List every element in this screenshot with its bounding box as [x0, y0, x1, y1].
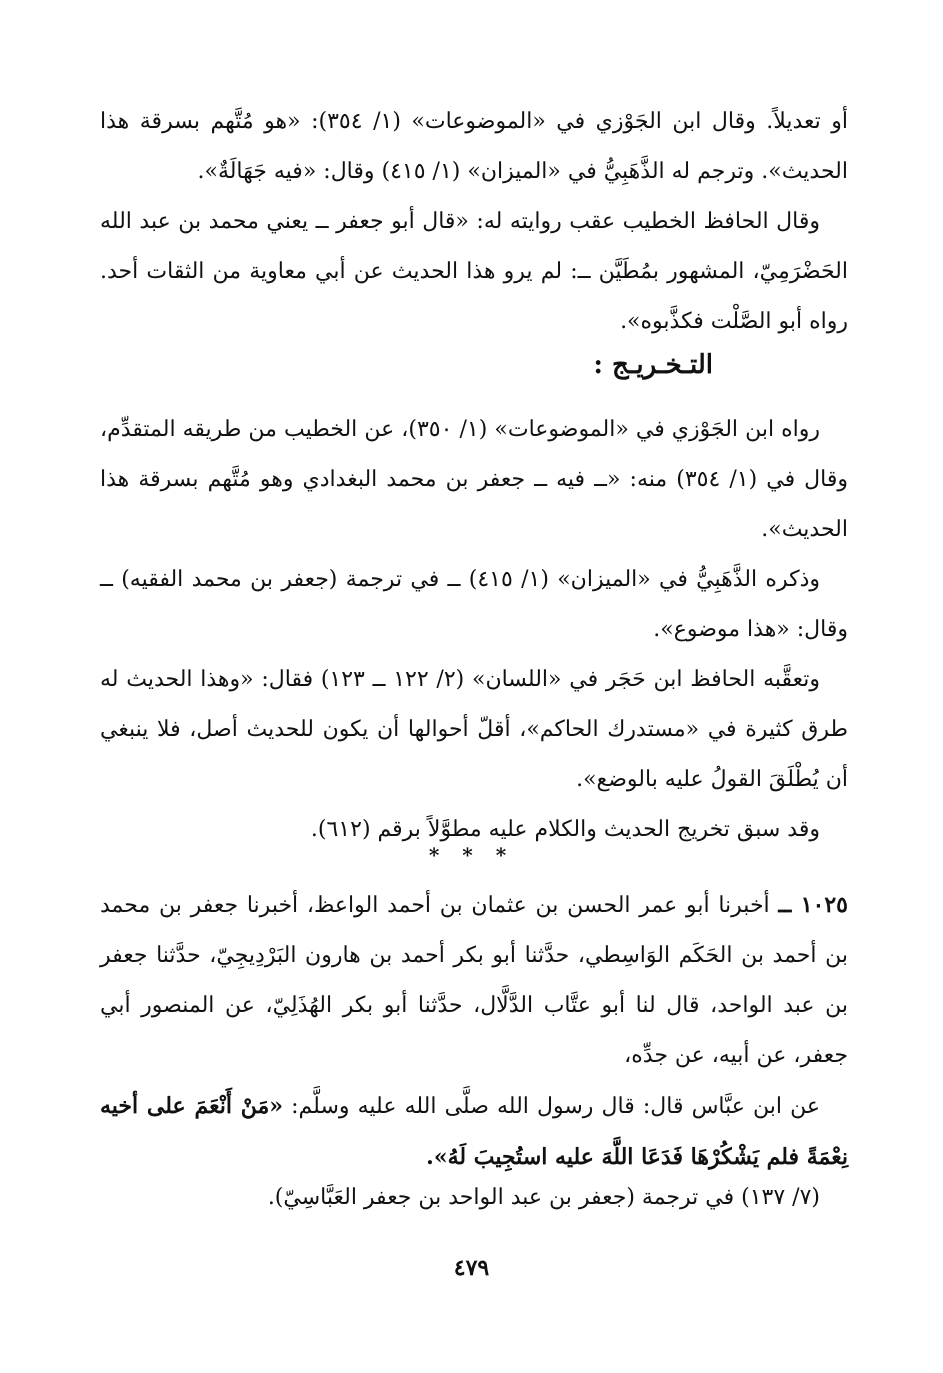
upper-section: [100, 97, 848, 347]
paragraph-khatib: وقال الحافظ الخطيب عقب روايته له: «قال أبو جعفر ــ يعني محمد بن عبد الله الحَضْرَمِيّ، المشهور بمُطَيَّن ــ: لم يرو هذا الحديث عن أبي معاوية من الثقات أحد. رواه أبو الصَّلْت فكذَّبوه».: [100, 209, 848, 334]
hadith-matn: [100, 1081, 848, 1183]
section-separator: * * *: [428, 843, 515, 867]
paragraph-jawzi-dhahabi: أو تعديلاً. وقال ابن الجَوْزي في «الموضوعات» (١/ ٣٥٤): «هو مُتَّهم بسرقة هذا الحديث». وترجم له الذَّهَبِيُّ في «الميزان» (١/ ٤١٥) وقال: «فيه جَهَالَةٌ».: [100, 109, 848, 184]
hadith-isnad: [100, 880, 848, 1081]
hadith-matn-text: «مَنْ أَنْعَمَ على أخيه نِعْمَةً فلم يَشْكُرْهَا فَدَعَا اللَّهَ عليه استُجِيبَ لَهُ».: [100, 1093, 848, 1170]
footnote-text: (٧/ ١٣٧) في ترجمة (جعفر بن عبد الواحد بن جعفر العَبَّاسِيّ).: [267, 1185, 820, 1210]
takhrij-section: [100, 405, 848, 855]
takhrij-paragraph-3: وتعقَّبه الحافظ ابن حَجَر في «اللسان» (٢/ ١٢٢ ــ ١٢٣) فقال: «وهذا الحديث له طرق كثيرة في «مستدرك الحاكم»، أقلّ أحوالها أن يكون للحديث أصل، فلا ينبغي أن يُطْلَقَ القولُ عليه بالوضع».: [100, 667, 848, 792]
hadith-isnad-text: أخبرنا أبو عمر الحسن بن عثمان بن أحمد الواعظ، أخبرنا جعفر بن محمد بن أحمد بن الحَكَم الوَاسِطي، حدَّثنا أبو بكر أحمد بن هارون البَرْدِيجِيّ، حدَّثنا جعفر بن عبد الواحد، قال لنا أبو عتَّاب الدَّلَّال، حدَّثنا أبو بكر الهُذَلِيّ، عن المنصور أبي جعفر، عن أبيه، عن جدِّه،: [100, 893, 848, 1068]
page-number: ٤٧٩: [453, 1255, 490, 1281]
takhrij-paragraph-4: وقد سبق تخريج الحديث والكلام عليه مطوَّلاً برقم (٦١٢).: [310, 817, 820, 842]
hadith-section: [100, 880, 848, 1183]
takhrij-heading: التـخـريـج :: [593, 350, 713, 380]
takhrij-paragraph-1: رواه ابن الجَوْزي في «الموضوعات» (١/ ٣٥٠)، عن الخطيب من طريقه المتقدِّم، وقال في (١/ ٣٥٤) منه: «ــ فيه ــ جعفر بن محمد البغدادي وهو مُتَّهم بسرقة هذا الحديث».: [100, 417, 848, 542]
footnote: [100, 1173, 848, 1223]
hadith-matn-intro: عن ابن عبَّاس قال: قال رسول الله صلَّى الله عليه وسلَّم:: [283, 1094, 820, 1119]
takhrij-paragraph-2: وذكره الذَّهَبِيُّ في «الميزان» (١/ ٤١٥) ــ في ترجمة (جعفر بن محمد الفقيه) ــ وقال: «هذا موضوع».: [100, 567, 848, 642]
hadith-number: ١٠٢٥ ــ: [778, 892, 848, 918]
